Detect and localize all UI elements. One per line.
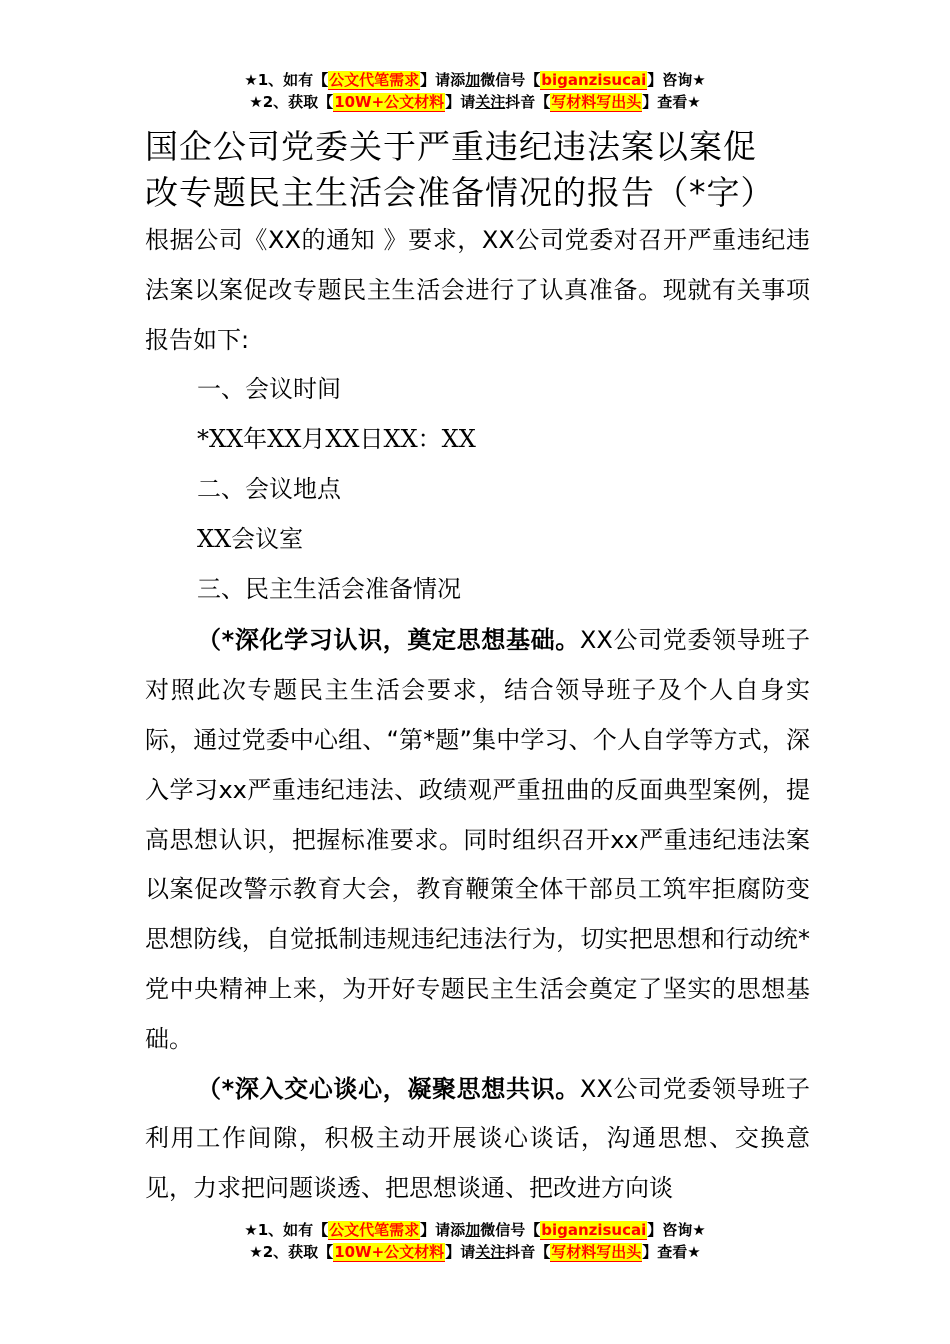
promo-line-1 <box>0 1219 950 1241</box>
promo-underline: 关注 <box>475 93 506 111</box>
paragraph-study-body: XX公司党委领导班子对照此次专题民主生活会要求，结合领导班子及个人自身实际，通过党委中心组、“第*题”集中学习、个人自学等方式，深入学习xx严重违纪违法、政绩观严重扭曲的反面典型案例，提高思想认识，把握标准要求。同时组织召开xx严重违纪违法案以案促改警示教育大会，教育鞭策全体干部员工筑牢拒腐防变思想防线，自觉抵制违规违纪违法行为，切实把思想和行动统*党中央精神上来，为开好专题民主生活会奠定了坚实的思想基础。 <box>145 626 810 1053</box>
promo-text: 】请添 <box>420 1221 466 1239</box>
promo-line-2 <box>0 91 950 113</box>
promo-text: 抖音【 <box>505 1243 551 1261</box>
promo-banner-top <box>0 69 950 113</box>
promo-wechat-id: biganzisucai <box>541 1221 647 1239</box>
promo-text: ★1、如有【 <box>244 71 329 89</box>
promo-text: 抖音【 <box>505 93 551 111</box>
promo-text: 】请添 <box>420 71 466 89</box>
paragraph-talk-body: XX公司党委领导班子利用工作间隙，积极主动开展谈心谈话，沟通思想、交换意见，力求把问题谈透、把思想谈通、把改进方向谈 <box>145 1074 810 1203</box>
promo-text: ★2、获取【 <box>249 93 334 111</box>
paragraph-study-lead: （*深化学习认识，奠定思想基础。 <box>197 626 580 655</box>
promo-highlight: 10W+公文材料 <box>334 93 445 111</box>
promo-line-1 <box>0 69 950 91</box>
paragraph-talk-lead: （*深入交心谈心，凝聚思想共识。 <box>197 1074 580 1103</box>
meeting-location: XX会议室 <box>197 524 304 553</box>
promo-text: 】咨询★ <box>647 71 706 89</box>
promo-text: 微信号【 <box>480 71 541 89</box>
paragraph-study <box>145 616 810 1064</box>
promo-highlight: 公文代笔需求 <box>329 71 420 89</box>
section-3-heading: 三、民主生活会准备情况 <box>197 574 461 603</box>
promo-text: 】咨询★ <box>647 1221 706 1239</box>
promo-text: 】查看★ <box>642 93 701 111</box>
promo-text: ★2、获取【 <box>249 1243 334 1261</box>
title-line-1: 国企公司党委关于严重违纪违法案以案促 <box>145 127 757 166</box>
section-1-heading: 一、会议时间 <box>197 375 341 404</box>
promo-underline: 关注 <box>475 1243 506 1261</box>
promo-underline: 加 <box>465 71 481 89</box>
promo-text: ★1、如有【 <box>244 1221 329 1239</box>
section-2-heading: 二、会议地点 <box>197 474 341 503</box>
promo-douyin-name: 写材料写出头 <box>551 93 642 111</box>
promo-wechat-id: biganzisucai <box>541 71 647 89</box>
promo-text: 】请 <box>445 1243 476 1261</box>
document-title <box>145 124 810 216</box>
meeting-time: *XX年XX月XX日XX：XX <box>197 425 476 454</box>
promo-banner-bottom <box>0 1219 950 1263</box>
intro-paragraph: 根据公司《XX的通知 》要求，XX公司党委对召开严重违纪违法案以案促改专题民主生活会进行了认真准备。现就有关事项报告如下: <box>145 226 810 354</box>
promo-text: 】查看★ <box>642 1243 701 1261</box>
promo-douyin-name: 写材料写出头 <box>551 1243 642 1261</box>
promo-line-2 <box>0 1241 950 1263</box>
promo-underline: 加 <box>465 1221 481 1239</box>
promo-text: 】请 <box>445 93 476 111</box>
title-line-2: 改专题民主生活会准备情况的报告（*字） <box>145 173 775 212</box>
promo-highlight: 10W+公文材料 <box>334 1243 445 1261</box>
promo-highlight: 公文代笔需求 <box>329 1221 420 1239</box>
document-body <box>145 124 810 1214</box>
paragraph-talk <box>145 1065 810 1214</box>
promo-text: 微信号【 <box>480 1221 541 1239</box>
